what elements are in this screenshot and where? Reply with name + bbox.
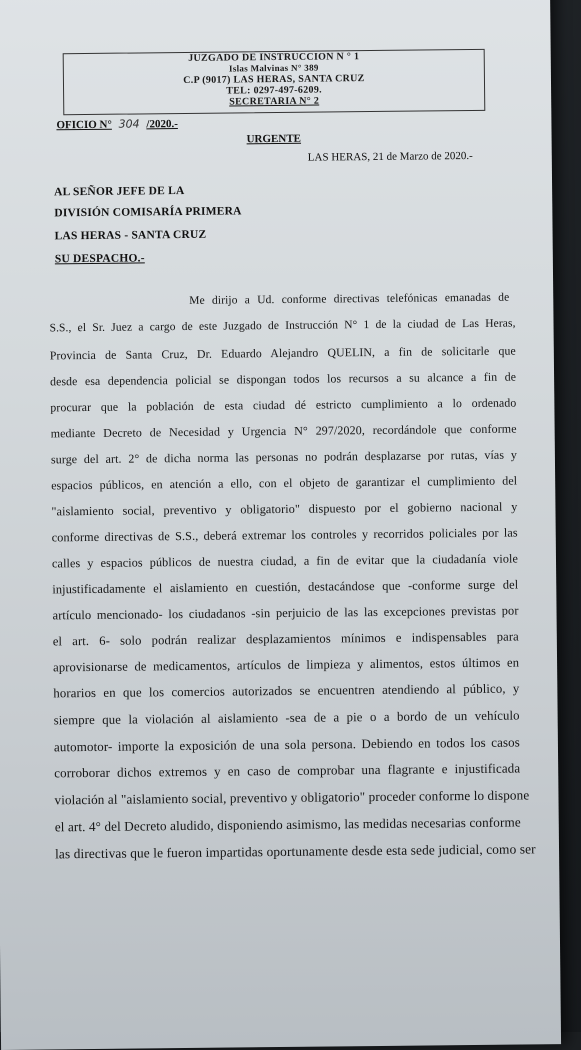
- body-line-11: calles y espacios públicos de nuestra ciudad, a fin de evitar que la ciudadanía viole: [51, 551, 519, 571]
- body-line-2: S.S., el Sr. Juez a cargo de este Juzgado de Instrucción N° 1 de la ciudad de Las Heras,: [49, 317, 516, 335]
- body-line-16: horarios en que los comercios autorizados se encuentren atendiendo al público, y: [53, 681, 520, 701]
- body-line-9: "aislamiento social, preventivo y obligatorio" dispuesto por el gobierno nacional y: [51, 499, 518, 519]
- court-phone: TEL: 0297-497-6209.: [226, 84, 322, 97]
- body-line-14: el art. 6- solo podrán realizar desplazamientos mínimos e indispensables para: [52, 629, 519, 649]
- body-line-13: artículo mencionado- los ciudadanos -sin perjuicio de las las excepciones previstas por: [52, 603, 519, 623]
- body-line-8: espacios públicos, en atención a ello, con el objeto de garantizar el cumplimiento del: [51, 473, 518, 493]
- court-street: Islas Malvinas N° 389: [228, 62, 319, 74]
- body-line-22: las directivas que le fueron impartidas oportunamente desde esta sede judicial, como ser: [54, 841, 536, 862]
- oficio-year: /2020.-: [146, 118, 178, 131]
- body-line-3: Provincia de Santa Cruz, Dr. Eduardo Alejandro QUELIN, a fin de solicitarle que: [49, 343, 516, 363]
- body-line-17: siempre que la violación al aislamiento -sea de a pie o a bordo de un vehículo: [53, 708, 520, 728]
- oficio-label: OFICIO N°: [56, 118, 112, 132]
- addressee-line-1: AL SEÑOR JEFE DE LA: [54, 184, 185, 199]
- oficio-line: [56, 117, 178, 131]
- body-line-21: el art. 4° del Decreto aludido, disponiendo asimismo, las medidas necesarias conforme: [54, 814, 521, 835]
- court-name: JUZGADO DE INSTRUCCION N ° 1: [188, 51, 360, 64]
- body-line-12: injustificadamente el aislamiento en cuestión, destacándose que -conforme surge del: [52, 577, 519, 597]
- court-city: C.P (9017) LAS HERAS, SANTA CRUZ: [183, 73, 365, 86]
- body-line-4: desde esa dependencia policial se dispongan todos los recursos a su alcance a fin de: [50, 369, 517, 389]
- body-line-15: aprovisionarse de medicamentos, artículos de limpieza y alimentos, estos últimos en: [53, 655, 520, 675]
- body-line-6: mediante Decreto de Necesidad y Urgencia N° 297/2020, recordándole que conforme: [50, 421, 517, 441]
- date-line: LAS HERAS, 21 de Marzo de 2020.-: [307, 149, 473, 164]
- addressee-line-3: LAS HERAS - SANTA CRUZ: [54, 228, 207, 243]
- body-line-20: violación al "aislamiento social, preventivo y obligatorio" proceder conforme lo dispone: [54, 787, 530, 808]
- body-line-1: Me dirijo a Ud. conforme directivas telefónicas emanadas de: [189, 291, 510, 307]
- body-line-18: automotor- importe la exposición de una sola persona. Debiendo en todos los casos: [53, 734, 520, 755]
- oficio-number: 304: [118, 117, 140, 131]
- urgente-label: URGENTE: [246, 132, 302, 146]
- addressee-line-4: SU DESPACHO.-: [54, 252, 145, 266]
- body-line-19: corroborar dichos extremos y en caso de comprobar una flagrante e injustificada: [54, 760, 521, 781]
- addressee-line-2: DIVISIÓN COMISARÍA PRIMERA: [54, 205, 242, 220]
- court-header-box: [63, 49, 486, 115]
- body-line-5: procurar que la población de esta ciudad dé estricto cumplimiento a lo ordenado: [50, 395, 517, 415]
- body-line-10: conforme directivas de S.S., deberá extremar los controles y recorridos policiales por las: [51, 525, 518, 545]
- body-line-7: surge del art. 2° de dicha norma las personas no podrán desplazarse por rutas, vías y: [50, 447, 517, 467]
- court-secretaria: SECRETARIA N° 2: [229, 95, 320, 108]
